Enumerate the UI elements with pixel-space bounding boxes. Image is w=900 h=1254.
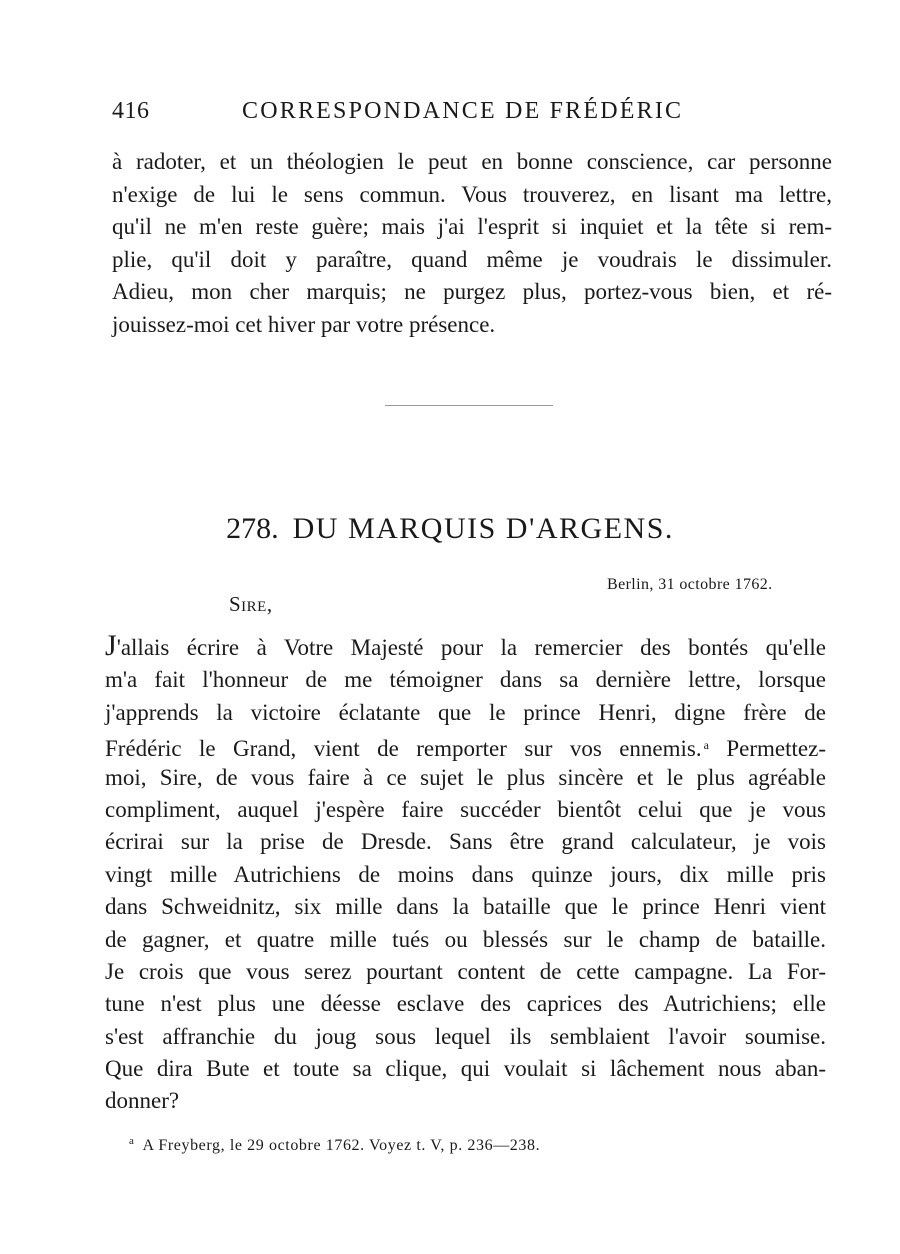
text-line: de gagner, et quatre mille tués ou blessés sur le champ de bataille. [105, 926, 826, 952]
page-number: 416 [112, 98, 150, 124]
line-text: Frédéric le Grand, vient de remporter sur vos ennemis. [105, 736, 702, 762]
running-head [112, 98, 732, 132]
footnote-text: A Freyberg, le 29 octobre 1762. Voyez t. V, p. 236—238. [142, 1137, 541, 1154]
text-line: à radoter, et un théologien le peut en bonne conscience, car personne [112, 149, 832, 174]
text-line: plie, qu'il doit y paraître, quand même je voudrais le dissimuler. [112, 246, 832, 272]
salutation: Sire, [229, 592, 273, 616]
footnote-marker: a [129, 1135, 135, 1147]
letter-heading [0, 512, 900, 546]
continuation-paragraph [112, 146, 832, 342]
footnote-reference: a [703, 738, 709, 753]
dateline: Berlin, 31 octobre 1762. [607, 576, 773, 593]
text-line: moi, Sire, de vous faire à ce sujet le plus sincère et le plus agréable [105, 764, 826, 790]
text-line: qu'il ne m'en reste guère; mais j'ai l'esprit si inquiet et la tête si rem- [112, 214, 832, 240]
letter-body [105, 629, 826, 1118]
text-line [105, 629, 826, 664]
text-line: dans Schweidnitz, six mille dans la bataille que le prince Henri vient [105, 894, 826, 920]
letter-title: DU MARQUIS D'ARGENS. [292, 512, 674, 545]
text-line: Que dira Bute et toute sa clique, qui voulait si lâchement nous aban- [105, 1056, 826, 1082]
text-line: n'exige de lui le sens commun. Vous trouverez, en lisant ma lettre, [112, 181, 832, 207]
section-divider [385, 405, 553, 406]
first-line-text: 'allais écrire à Votre Majesté pour la remercier des bontés qu'elle [116, 635, 826, 660]
text-line: Adieu, mon cher marquis; ne purgez plus, portez-vous bien, et ré- [112, 279, 832, 305]
text-line [105, 729, 826, 761]
drop-cap: J [105, 629, 117, 662]
text-line: s'est affranchie du joug sous lequel ils semblaient l'avoir soumise. [105, 1023, 826, 1049]
text-line: m'a fait l'honneur de me témoigner dans sa dernière lettre, lorsque [105, 667, 826, 693]
text-line: écrirai sur la prise de Dresde. Sans être grand calculateur, je vois [105, 829, 826, 855]
running-title: CORRESPONDANCE DE FRÉDÉRIC [242, 98, 684, 124]
text-line: jouissez-moi cet hiver par votre présence. [112, 311, 496, 337]
line-continuation: Permettez- [726, 736, 826, 762]
text-line: compliment, auquel j'espère faire succéder bientôt celui que je vous [105, 796, 826, 822]
text-line: tune n'est plus une déesse esclave des caprices des Autrichiens; elle [105, 991, 826, 1017]
text-line: donner? [105, 1088, 180, 1114]
letter-number: 278. [226, 512, 279, 545]
text-line: vingt mille Autrichiens de moins dans quinze jours, dix mille pris [105, 861, 826, 887]
text-line: j'apprends la victoire éclatante que le prince Henri, digne frère de [105, 699, 826, 725]
footnote [129, 1135, 540, 1155]
text-line: Je crois que vous serez pourtant content de cette campagne. La For- [105, 958, 826, 984]
